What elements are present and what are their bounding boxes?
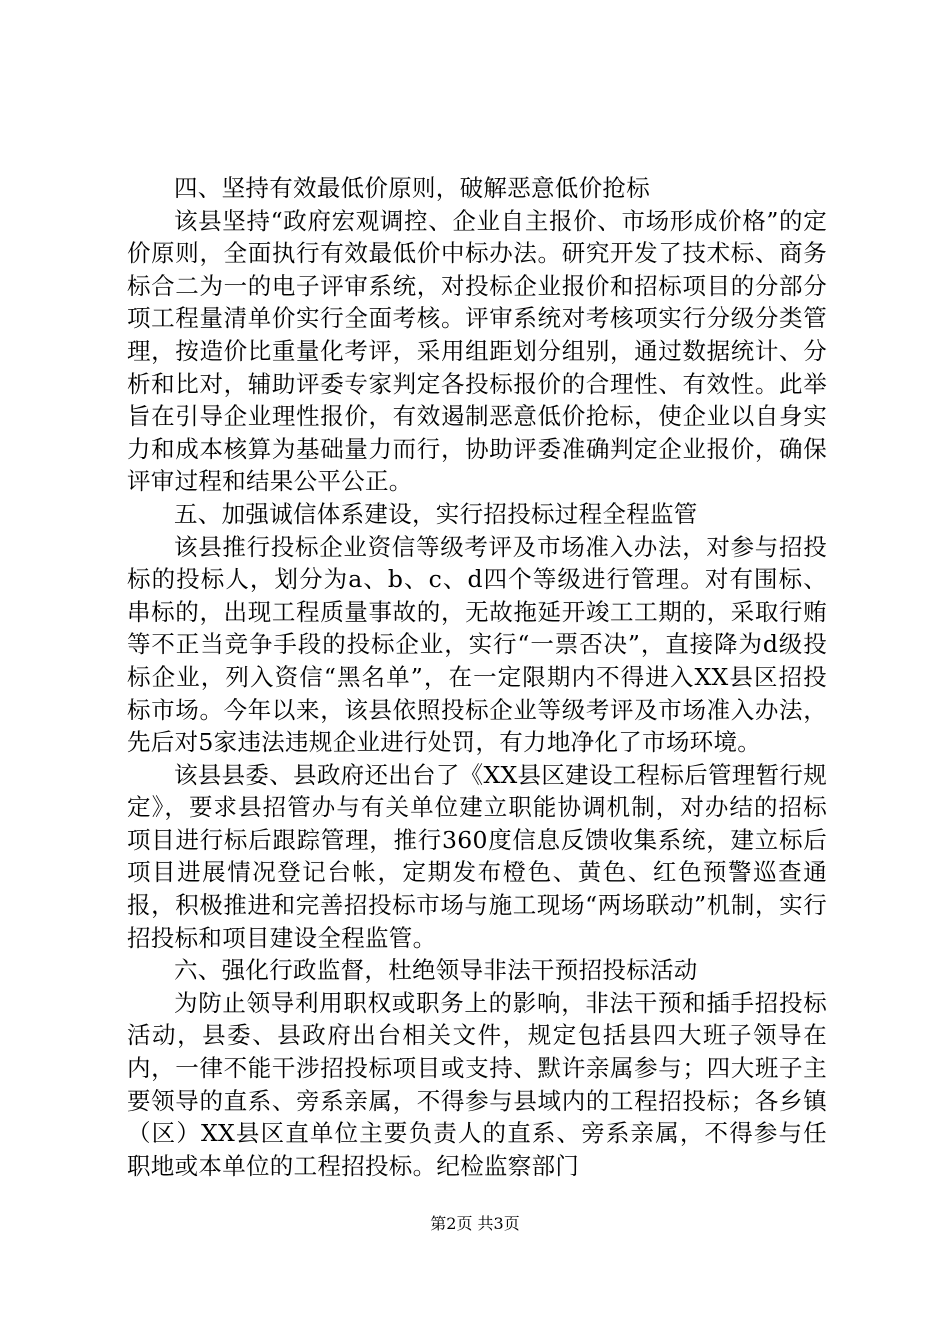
section-5-paragraph-2: 该县县委、县政府还出台了《XX县区建设工程标后管理暂行规定》，要求县招管办与有关单位建立职能协调机制，对办结的招标项目进行标后跟踪管理，推行360度信息反馈收集系统，建立标后项目进展情况登记台帐，定期发布橙色、黄色、红色预警巡查通报，积极推进和完善招投标市场与施工现场“两场联动”机制，实行招投标和项目建设全程监管。 bbox=[127, 760, 827, 952]
section-4-paragraph-1: 该县坚持“政府宏观调控、企业自主报价、市场形成价格”的定价原则，全面执行有效最低价中标办法。研究开发了技术标、商务标合二为一的电子评审系统，对投标企业报价和招标项目的分部分项工程量清单价实行全面考核。评审系统对考核项实行分级分类管理，按造价比重量化考评，采用组距划分组别，通过数据统计、分析和比对，辅助评委专家判定各投标报价的合理性、有效性。此举旨在引导企业理性报价，有效遏制恶意低价抢标，使企业以自身实力和成本核算为基础量力而行，协助评委准确判定企业报价，确保评审过程和结果公平公正。 bbox=[127, 206, 827, 496]
section-5-paragraph-1: 该县推行投标企业资信等级考评及市场准入办法，对参与招投标的投标人，划分为a、b、c、d四个等级进行管理。对有围标、串标的，出现工程质量事故的，无故拖延开竣工工期的，采取行贿等不正当竞争手段的投标企业，实行“一票否决”，直接降为d级投标企业，列入资信“黑名单”，在一定限期内不得进入XX县区招投标市场。今年以来，该县依照投标企业等级考评及市场准入办法，先后对5家违法违规企业进行处罚，有力地净化了市场环境。 bbox=[127, 532, 827, 757]
document-body bbox=[127, 172, 827, 1182]
section-6-paragraph-1: 为防止领导利用职权或职务上的影响，非法干预和插手招投标活动，县委、县政府出台相关文件，规定包括县四大班子领导在内，一律不能干涉招投标项目或支持、默许亲属参与；四大班子主要领导的直系、旁系亲属，不得参与县域内的工程招投标；各乡镇（区）XX县区直单位主要负责人的直系、旁系亲属，不得参与任职地或本单位的工程招投标。纪检监察部门 bbox=[127, 988, 827, 1180]
section-heading-5: 五、加强诚信体系建设，实行招投标过程全程监管 bbox=[174, 499, 698, 528]
section-heading-6: 六、强化行政监督，杜绝领导非法干预招投标活动 bbox=[174, 956, 698, 985]
page-number-footer: 第2页 共3页 bbox=[430, 1214, 520, 1233]
section-heading-4: 四、坚持有效最低价原则，破解恶意低价抢标 bbox=[174, 174, 650, 202]
